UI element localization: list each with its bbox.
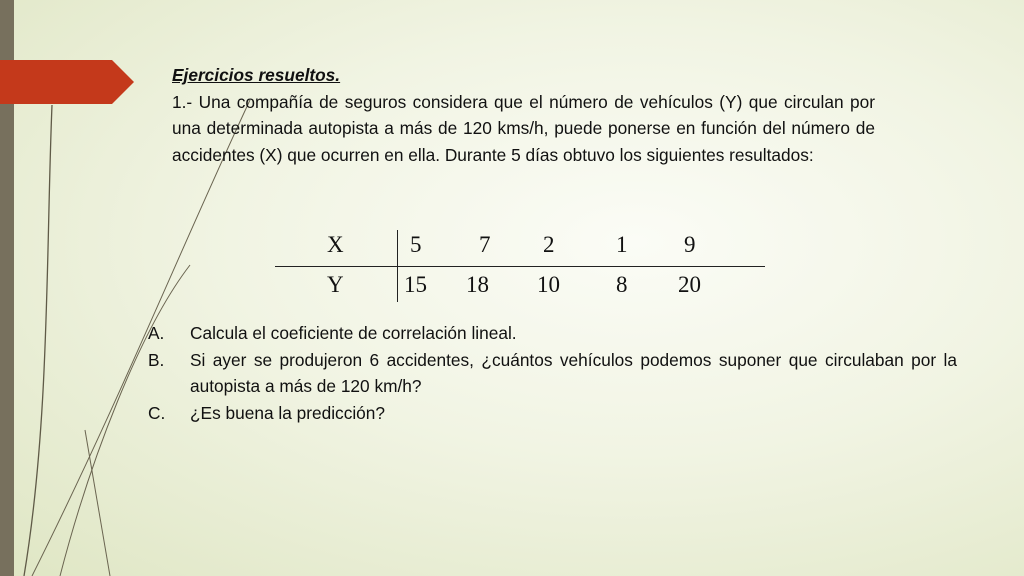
- problem-statement: [172, 62, 875, 168]
- y-value: 10: [537, 272, 560, 297]
- y-value: 15: [404, 272, 427, 297]
- arrow-tab-accent: [0, 60, 134, 104]
- list-item: [148, 320, 957, 347]
- x-label: X: [327, 232, 344, 257]
- y-label: Y: [327, 272, 344, 297]
- table-vertical-rule: [397, 230, 398, 302]
- list-item: [148, 347, 957, 400]
- question-letter: A.: [148, 323, 165, 343]
- x-value: 9: [684, 232, 696, 257]
- question-text: ¿Es buena la predicción?: [190, 402, 386, 423]
- y-value: 8: [616, 272, 628, 297]
- x-value: 2: [543, 232, 555, 257]
- problem-text: 1.- Una compañía de seguros considera que el número de vehículos (Y) que circulan por una determinada autopista a más de 120 kms/h, puede ponerse en función del número de accidentes (X) que ocurren en ella. Durante 5 días obtuvo los siguientes resultados:: [172, 91, 875, 165]
- data-table: [275, 228, 765, 302]
- question-letter: B.: [148, 349, 165, 370]
- x-value: 5: [410, 232, 422, 257]
- x-value: 1: [616, 232, 628, 257]
- question-text: Calcula el coeficiente de correlación lineal.: [190, 323, 517, 343]
- question-text: Si ayer se produjeron 6 accidentes, ¿cuántos vehículos podemos suponer que circulaban por la autopista a más de 120 km/h?: [190, 349, 957, 396]
- y-value: 20: [678, 272, 701, 297]
- x-value: 7: [479, 232, 491, 257]
- question-letter: C.: [148, 402, 166, 423]
- y-value: 18: [466, 272, 489, 297]
- table-horizontal-rule: [275, 266, 765, 267]
- list-item: [148, 400, 957, 427]
- exercise-heading: Ejercicios resueltos.: [172, 65, 341, 85]
- question-list: [148, 320, 957, 426]
